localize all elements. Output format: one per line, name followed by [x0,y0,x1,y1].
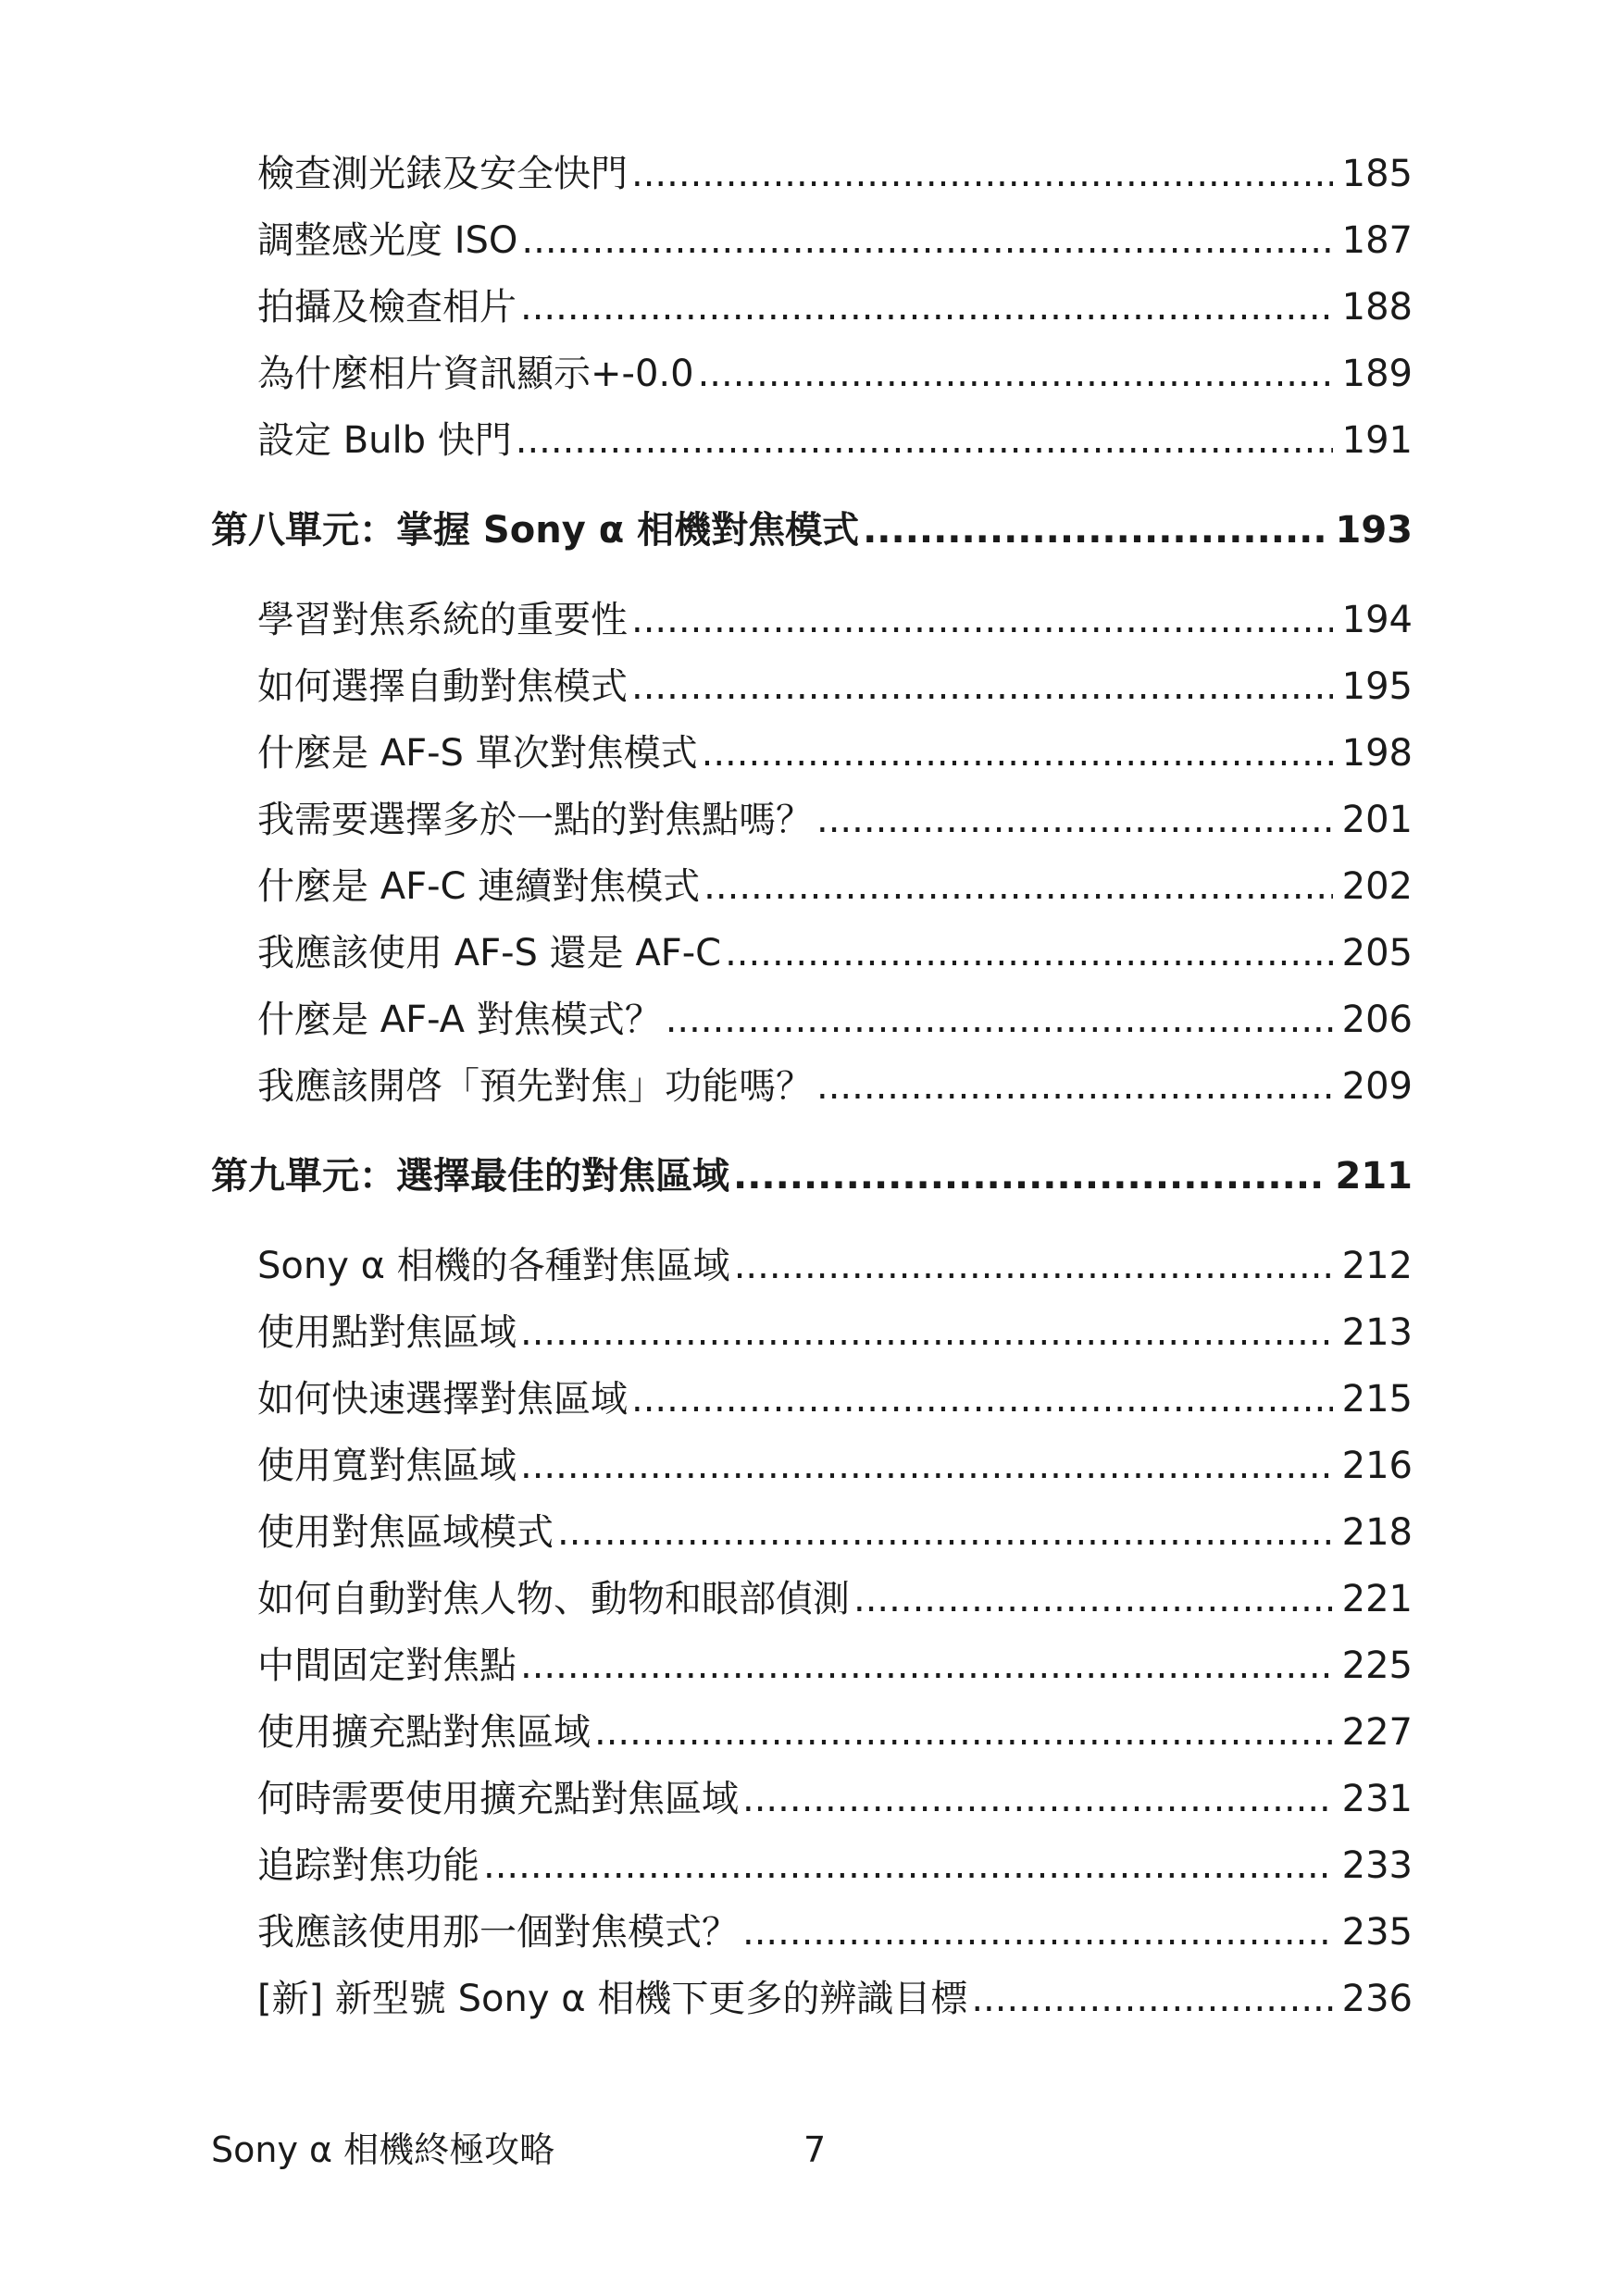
dot-leader [971,1973,1332,2025]
toc-entry[interactable] [257,1440,1413,1492]
toc-entry-page: 236 [1341,1978,1413,2020]
toc-entry-label: Sony α 相機的各種對焦區域 [257,1245,730,1287]
toc-entry-label: 學習對焦系統的重要性 [257,599,628,641]
toc-entry-label: 我需要選擇多於一點的對焦點嗎？ [257,799,813,841]
toc-entry-label: 如何自動對焦人物、動物和眼部偵測 [257,1578,850,1620]
toc-chapter-page: 193 [1335,509,1413,552]
dot-leader [698,348,1333,400]
dot-leader [521,215,1332,267]
toc-entry-label: 如何選擇自動對焦模式 [257,665,628,708]
toc-entry-page: 195 [1341,665,1413,708]
toc-entry-page: 205 [1341,932,1413,974]
toc-entry-label: 追踪對焦功能 [257,1844,479,1887]
toc-entry[interactable] [257,1573,1413,1625]
toc-entry-page: 198 [1341,732,1413,775]
toc-entry-page: 216 [1341,1445,1413,1487]
toc-entry[interactable] [257,1773,1413,1825]
toc-entry-page: 215 [1341,1378,1413,1421]
toc-entry-label: 使用點對焦區域 [257,1311,517,1354]
toc-entry-page: 187 [1341,219,1413,262]
toc-entry[interactable] [257,727,1413,779]
toc-entry[interactable] [257,661,1413,713]
toc-entry[interactable] [257,148,1413,200]
toc-entry-page: 225 [1341,1644,1413,1687]
toc-entry[interactable] [257,1307,1413,1359]
toc-entry[interactable] [257,794,1413,846]
dot-leader [733,1150,1326,1202]
toc-entry-label: 何時需要使用擴充點對焦區域 [257,1778,739,1820]
dot-leader [557,1507,1333,1558]
toc-entry[interactable] [257,1706,1413,1758]
dot-leader [631,594,1333,646]
toc-entry-page: 218 [1341,1511,1413,1554]
toc-entry-page: 202 [1341,865,1413,908]
toc-entry-label: 設定 Bulb 快門 [257,419,512,462]
toc-entry-label: 使用擴充點對焦區域 [257,1711,591,1754]
toc-entry-label: 使用對焦區域模式 [257,1511,554,1554]
toc-entry[interactable] [257,1973,1413,2025]
toc-chapter-label: 第九單元：選擇最佳的對焦區域 [211,1155,729,1198]
toc-entry[interactable] [257,281,1413,333]
footer-book-title: Sony α 相機終極攻略 [211,2129,555,2170]
dot-leader [816,794,1333,846]
toc-chapter[interactable] [211,504,1413,556]
toc-entry-page: 233 [1341,1844,1413,1887]
toc-entry[interactable] [257,348,1413,400]
toc-entry-page: 189 [1341,353,1413,395]
toc-entry-label: 如何快速選擇對焦區域 [257,1378,628,1421]
toc-chapter-label: 第八單元：掌握 Sony α 相機對焦模式 [211,509,860,552]
dot-leader [520,1640,1333,1692]
toc-entry-label: 什麼是 AF-S 單次對焦模式 [257,732,698,775]
toc-entry-label: 中間固定對焦點 [257,1644,517,1687]
toc-entry-label: 為什麼相片資訊顯示+-0.0 [257,353,694,395]
toc-entry-page: 188 [1341,286,1413,329]
dot-leader [725,927,1333,979]
dot-leader [520,1307,1333,1359]
toc-entry-label: [新] 新型號 Sony α 相機下更多的辨識目標 [257,1978,968,2020]
toc-entry-page: 194 [1341,599,1413,641]
toc-entry-label: 拍攝及檢查相片 [257,286,517,329]
toc-entry[interactable] [257,1061,1413,1112]
dot-leader [742,1773,1333,1825]
toc-chapter[interactable] [211,1150,1413,1202]
dot-leader [863,504,1326,556]
toc-entry-page: 231 [1341,1778,1413,1820]
toc-chapter-page: 211 [1335,1155,1413,1198]
toc-entry[interactable] [257,1640,1413,1692]
toc-entry-page: 201 [1341,799,1413,841]
toc-entry-page: 209 [1341,1065,1413,1108]
toc-entry-page: 185 [1341,153,1413,195]
toc-entry[interactable] [257,861,1413,912]
dot-leader [631,1373,1333,1425]
toc-entry-label: 什麼是 AF-A 對焦模式？ [257,999,662,1041]
toc-entry[interactable] [257,994,1413,1046]
toc-entry[interactable] [257,215,1413,267]
dot-leader [816,1061,1333,1112]
toc-entry[interactable] [257,415,1413,466]
dot-leader [594,1706,1333,1758]
toc-entry-page: 191 [1341,419,1413,462]
dot-leader [516,415,1333,466]
toc-entry-label: 我應該使用那一個對焦模式？ [257,1911,739,1954]
dot-leader [483,1840,1333,1892]
dot-leader [742,1906,1333,1958]
dot-leader [631,661,1333,713]
dot-leader [702,727,1333,779]
dot-leader [520,1440,1333,1492]
toc-entry-label: 調整感光度 ISO [257,219,518,262]
toc-entry-label: 我應該開啓「預先對焦」功能嗎？ [257,1065,813,1108]
toc-entry[interactable] [257,594,1413,646]
toc-entry-page: 227 [1341,1711,1413,1754]
toc-entry-label: 使用寬對焦區域 [257,1445,517,1487]
dot-leader [666,994,1333,1046]
toc-entry[interactable] [257,1373,1413,1425]
toc-entry[interactable] [257,927,1413,979]
dot-leader [853,1573,1333,1625]
dot-leader [704,861,1332,912]
toc-entry-page: 213 [1341,1311,1413,1354]
dot-leader [631,148,1333,200]
toc-entry[interactable] [257,1840,1413,1892]
toc-entry-page: 212 [1341,1245,1413,1287]
dot-leader [520,281,1333,333]
toc-entry-label: 我應該使用 AF-S 還是 AF-C [257,932,722,974]
toc-entry[interactable] [257,1507,1413,1558]
toc-entry-label: 檢查測光錶及安全快門 [257,153,628,195]
dot-leader [734,1240,1333,1292]
toc-entry[interactable] [257,1906,1413,1958]
toc-entry[interactable] [257,1240,1413,1292]
toc-entry-page: 235 [1341,1911,1413,1954]
toc-entry-page: 206 [1341,999,1413,1041]
toc-entry-label: 什麼是 AF-C 連續對焦模式 [257,865,701,908]
footer-page-number: 7 [803,2129,827,2170]
toc-entry-page: 221 [1341,1578,1413,1620]
